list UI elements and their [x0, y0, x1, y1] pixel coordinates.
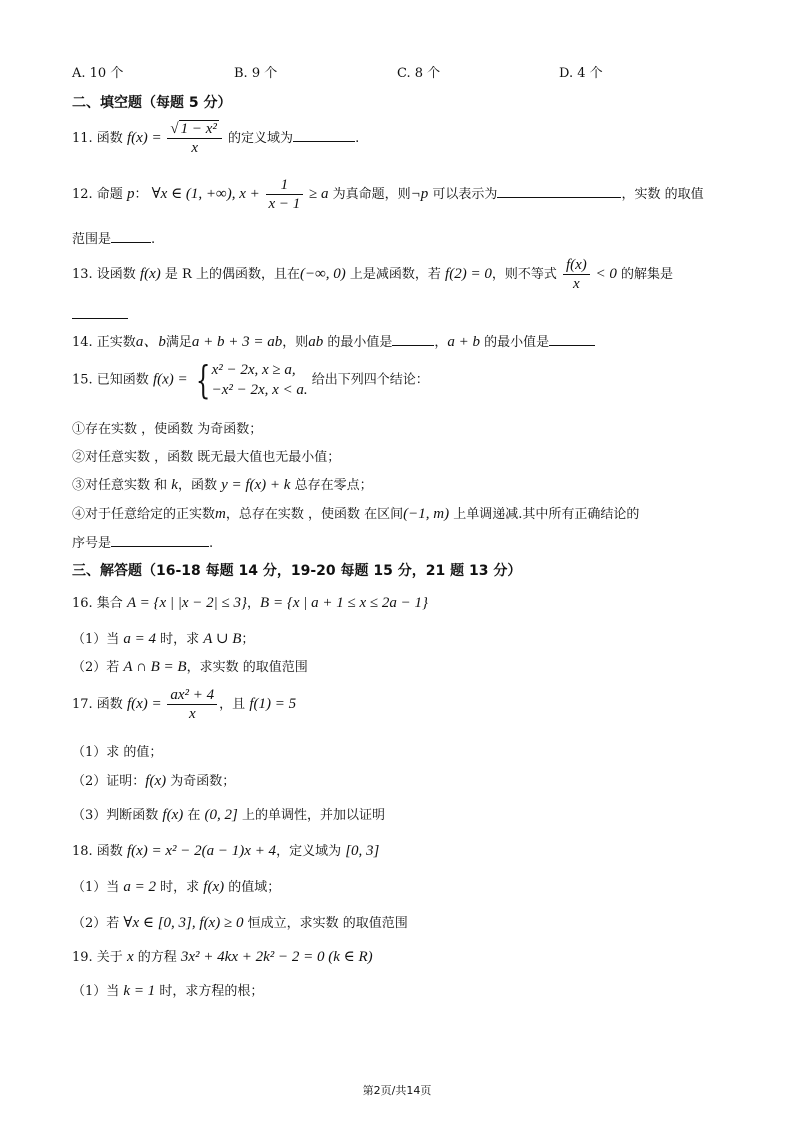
option-c: C. 8 个	[397, 66, 441, 81]
option-d: D. 4 个	[559, 66, 603, 81]
q16-part-2: （2）若 A ∩ B = B，求实数 的取值范围	[72, 659, 308, 675]
q12-quantifier: ∀x ∈ (1, +∞), x +	[151, 186, 264, 202]
q15-conclusion-2: ②对任意实数 ，函数 既无最大值也无最小值；	[72, 450, 341, 465]
q17-part-1: （1）求 的值；	[72, 745, 163, 760]
q15-conclusion-1: ①存在实数 ，使函数 为奇函数；	[72, 422, 263, 437]
q11-radicand: 1 − x²	[180, 121, 217, 137]
question-15: 15. 已知函数 f(x) = { x² − 2x, x ≥ a, −x² − 2x, x < a. 给出下列四个结论：	[72, 358, 429, 402]
q13-blank	[72, 306, 128, 319]
q15-brace: {	[196, 358, 211, 402]
q17-fraction: $\frac{\text{ax² + 4}}{x}$	[167, 686, 217, 723]
question-13: 13. 设函数 f(x) 是 R 上的偶函数，且在(−∞, 0) 上是减函数，若 f(2) = 0，则不等式 $\frac{f(x)}{x}$ < 0 的解集是	[72, 257, 674, 292]
question-12: 12. 命题 p： ∀x ∈ (1, +∞), x + $\frac{1}{x - 1}$ ≥ a 为真命题，则¬p 可以表示为 ，实数 的取值	[72, 177, 704, 212]
question-14: 14. 正实数a、b满足a + b + 3 = ab，则ab 的最小值是 ，a + b 的最小值是	[72, 330, 595, 351]
q15-line-answer: 序号是 .	[72, 536, 214, 551]
question-11: 11. 函数 f(x) = $\frac{\text{√ 1 − x²}}{x}$ 的定义域为 .	[72, 121, 360, 156]
q15-conclusion-3: ③对任意实数 和 k，函数 y = f(x) + k 总存在零点；	[72, 477, 373, 493]
q15-conclusion-4: ④对于任意给定的正实数m，总存在实数 ，使函数 在区间(−1, m) 上单调递减.其中所有正确结论的	[72, 506, 640, 522]
question-19: 19. 关于 x 的方程 3x² + 4kx + 2k² − 2 = 0 (k ∈ R)	[72, 949, 373, 965]
q12-blank-1	[497, 185, 621, 198]
q12-blank-2	[111, 230, 151, 243]
question-16: 16. 集合 A = {x | |x − 2| ≤ 3}，B = {x | a + 1 ≤ x ≤ 2a − 1}	[72, 595, 428, 611]
q12-fraction: $\frac{1}{x - 1}$	[266, 176, 304, 213]
q16-part-1: （1）当 a = 4 时，求 A ∪ B；	[72, 631, 255, 647]
section-3-heading: 三、解答题（16-18 每题 14 分，19-20 每题 15 分，21 题 13 分）	[72, 563, 522, 579]
question-13-line-2	[72, 306, 128, 323]
q14-blank-1	[392, 333, 434, 346]
q14-blank-2	[549, 333, 595, 346]
q11-prefix: 11. 函数	[72, 131, 127, 146]
q15-blank	[111, 534, 209, 547]
question-18: 18. 函数 f(x) = x² − 2(a − 1)x + 4，定义域为 [0, 3]	[72, 843, 380, 859]
q17-part-2: （2）证明：f(x) 为奇函数；	[72, 773, 236, 789]
option-b: B. 9 个	[234, 66, 278, 81]
section-2-heading: 二、填空题（每题 5 分）	[72, 95, 232, 111]
page-footer: 第2页/共14页	[362, 1084, 432, 1097]
q15-cases: x² − 2x, x ≥ a, −x² − 2x, x < a.	[211, 362, 308, 398]
q11-blank	[293, 129, 355, 142]
q18-part-2: （2）若 ∀x ∈ [0, 3], f(x) ≥ 0 恒成立，求实数 的取值范围	[72, 915, 408, 931]
q11-text: 的定义域为	[228, 131, 294, 146]
question-17: 17. 函数 f(x) = $\frac{\text{ax² + 4}}{x}$ ，且 f(1) = 5	[72, 687, 297, 722]
q18-part-1: （1）当 a = 2 时，求 f(x) 的值域；	[72, 879, 281, 895]
q13-fraction: $\frac{f(x)}{x}$	[563, 256, 590, 293]
option-a: A. 10 个	[72, 66, 124, 81]
q11-fraction: $\frac{\text{√ 1 − x²}}{x}$	[167, 120, 222, 157]
q11-denominator: x	[191, 140, 198, 156]
question-12-line-2: 范围是 .	[72, 232, 156, 247]
q17-part-3: （3）判断函数 f(x) 在 (0, 2] 上的单调性，并加以证明	[72, 807, 385, 823]
q19-part-1: （1）当 k = 1 时，求方程的根；	[72, 983, 264, 999]
